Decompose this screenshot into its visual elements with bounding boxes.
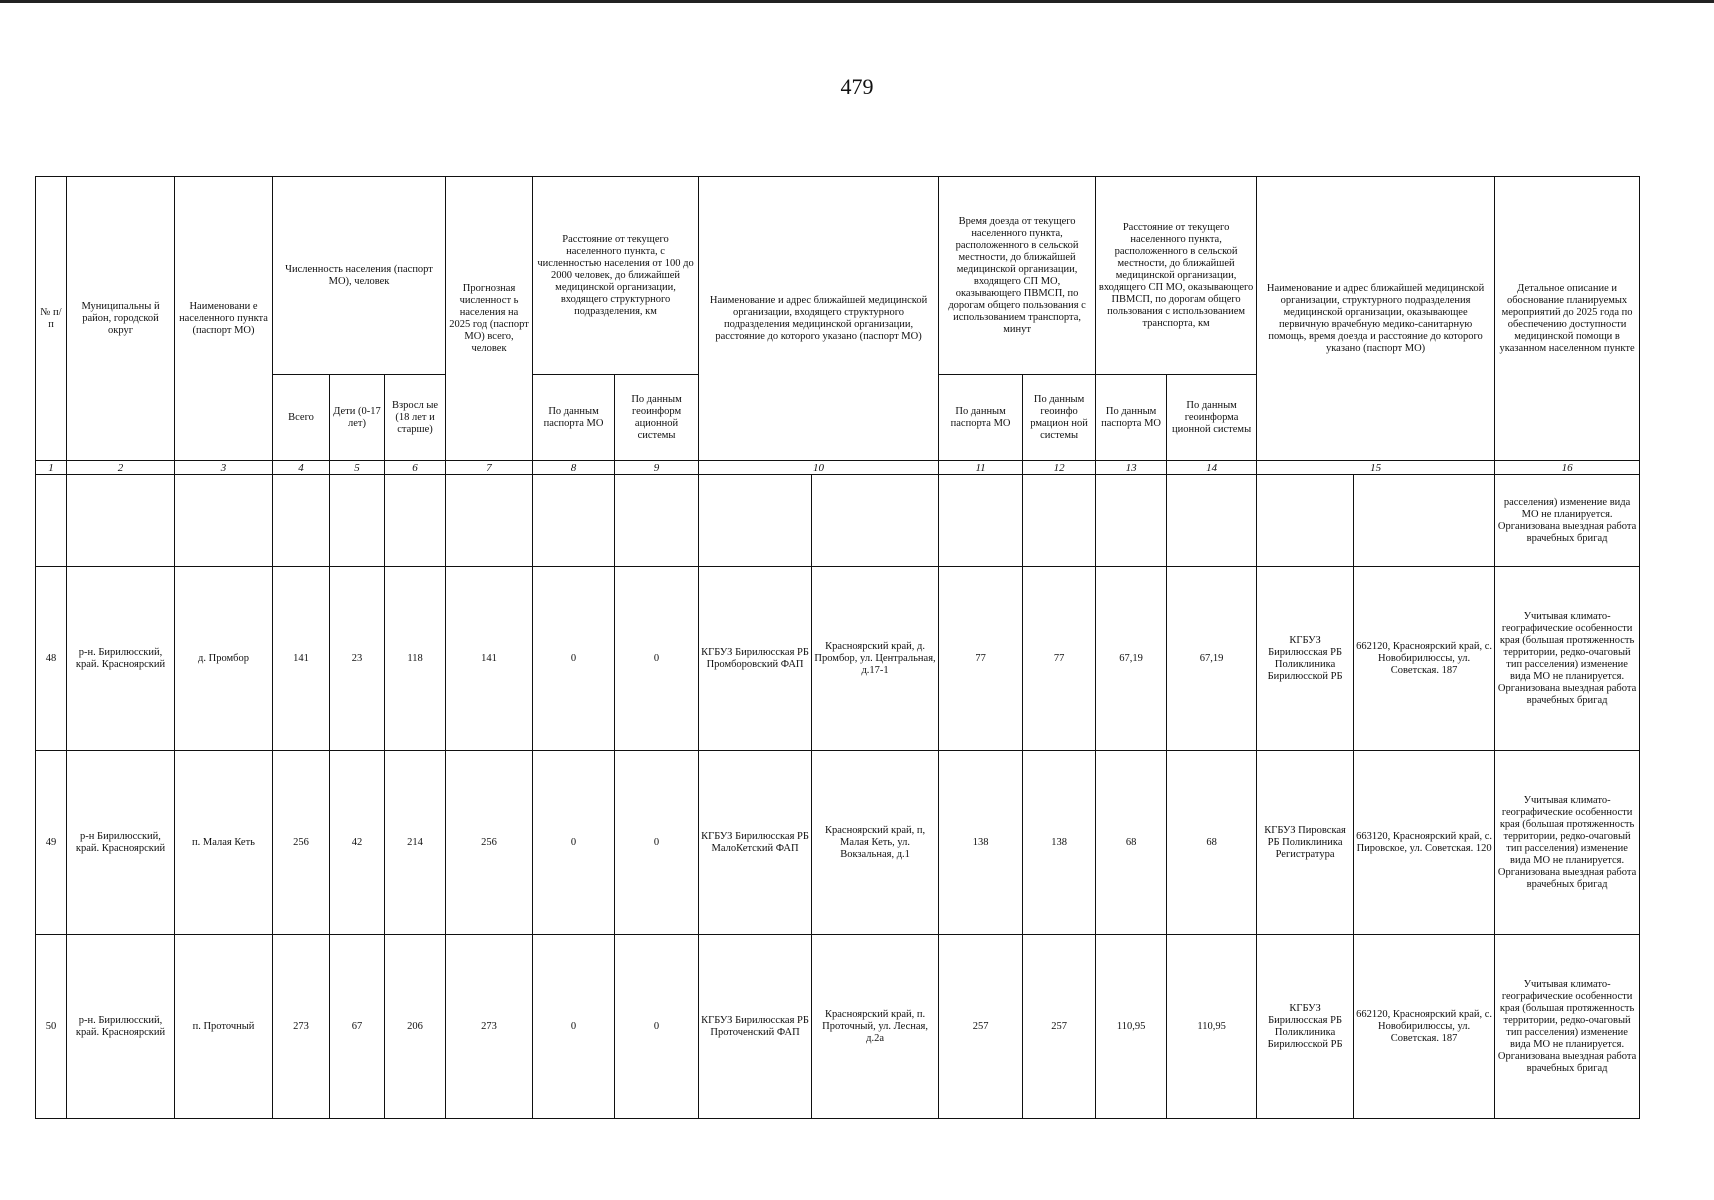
column-number: 13 — [1096, 461, 1167, 475]
distance-passport-cell: 0 — [533, 751, 615, 935]
header-distance-passport: По данным паспорта МО — [533, 375, 615, 461]
column-number: 7 — [446, 461, 533, 475]
children-cell: 23 — [330, 567, 385, 751]
column-number: 6 — [385, 461, 446, 475]
distance-gis-cell: 0 — [615, 567, 699, 751]
header-children: Дети (0-17 лет) — [330, 375, 385, 461]
children-cell: 67 — [330, 935, 385, 1119]
header-nearest-mo: Наименование и адрес ближайшей медицинской организации, входящего структурного подразделения медицинской организации, расстояние до которого указано (паспорт МО) — [699, 177, 939, 461]
header-forecast: Прогнозная численност ь населения на 2025 год (паспорт МО) всего, человек — [446, 177, 533, 461]
km-gis-cell: 68 — [1167, 751, 1257, 935]
row-number: 49 — [36, 751, 67, 935]
continuation-note: расселения) изменение вида МО не планируется. Организована выездная работа врачебных бригад — [1495, 475, 1640, 567]
pvmsp-address-cell: 662120, Красноярский край, с. Новобирилюссы, ул. Советская. 187 — [1354, 567, 1495, 751]
header-population-group: Численность населения (паспорт МО), человек — [273, 177, 446, 375]
time-gis-cell: 257 — [1023, 935, 1096, 1119]
mo-name-cell: КГБУЗ Бирилюсская РБ Промборовский ФАП — [699, 567, 812, 751]
column-number: 9 — [615, 461, 699, 475]
forecast-cell: 141 — [446, 567, 533, 751]
mo-name-cell: КГБУЗ Бирилюсская РБ МалоКетский ФАП — [699, 751, 812, 935]
time-gis-cell: 138 — [1023, 751, 1096, 935]
column-numbers-row — [36, 461, 1640, 475]
header-row-number: № п/ п — [36, 177, 67, 461]
header-adults: Взросл ые (18 лет и старше) — [385, 375, 446, 461]
km-passport-cell: 110,95 — [1096, 935, 1167, 1119]
column-number: 14 — [1167, 461, 1257, 475]
column-number: 8 — [533, 461, 615, 475]
table-row — [36, 935, 1640, 1119]
time-gis-cell: 77 — [1023, 567, 1096, 751]
header-km-passport: По данным паспорта МО — [1096, 375, 1167, 461]
km-gis-cell: 67,19 — [1167, 567, 1257, 751]
measures-note-cell: Учитывая климато-географические особенности края (большая протяженность территории, редко-очаговый тип расселения) изменение вида МО не планируется. Организована выездная работа врачебных бригад — [1495, 567, 1640, 751]
time-passport-cell: 257 — [939, 935, 1023, 1119]
header-nearest-pvmsp: Наименование и адрес ближайшей медицинской организации, структурного подразделения медицинской организации, оказывающее первичную врачебную медико-санитарную помощь, время доезда и расстояние до которого указано (паспорт МО) — [1257, 177, 1495, 461]
district-cell: р-н Бирилюсский, край. Красноярский — [67, 751, 175, 935]
settlement-cell: д. Промбор — [175, 567, 273, 751]
column-number: 10 — [699, 461, 939, 475]
district-cell: р-н. Бирилюсский, край. Красноярский — [67, 935, 175, 1119]
time-passport-cell: 77 — [939, 567, 1023, 751]
total-population-cell: 256 — [273, 751, 330, 935]
total-population-cell: 141 — [273, 567, 330, 751]
header-time-passport: По данным паспорта МО — [939, 375, 1023, 461]
header-time-gis: По данным геоинфо рмацион ной системы — [1023, 375, 1096, 461]
distance-gis-cell: 0 — [615, 935, 699, 1119]
table-row — [36, 751, 1640, 935]
pvmsp-name-cell: КГБУЗ Пировская РБ Поликлиника Регистратура — [1257, 751, 1354, 935]
measures-note-cell: Учитывая климато-географические особенности края (большая протяженность территории, редко-очаговый тип расселения) изменение вида МО не планируется. Организована выездная работа врачебных бригад — [1495, 935, 1640, 1119]
district-cell: р-н. Бирилюсский, край. Красноярский — [67, 567, 175, 751]
km-passport-cell: 67,19 — [1096, 567, 1167, 751]
row-number: 50 — [36, 935, 67, 1119]
settlement-cell: п. Проточный — [175, 935, 273, 1119]
column-number: 12 — [1023, 461, 1096, 475]
adults-cell: 214 — [385, 751, 446, 935]
distance-passport-cell: 0 — [533, 935, 615, 1119]
pvmsp-name-cell: КГБУЗ Бирилюсская РБ Поликлиника Бирилюсской РБ — [1257, 935, 1354, 1119]
column-number: 11 — [939, 461, 1023, 475]
mo-address-cell: Красноярский край, п. Проточный, ул. Лесная, д.2а — [812, 935, 939, 1119]
pvmsp-address-cell: 663120, Красноярский край, с. Пировское, ул. Советская. 120 — [1354, 751, 1495, 935]
header-distance-gis: По данным геоинформ ационной системы — [615, 375, 699, 461]
forecast-cell: 256 — [446, 751, 533, 935]
column-number: 2 — [67, 461, 175, 475]
mo-address-cell: Красноярский край, п, Малая Кеть, ул. Вокзальная, д.1 — [812, 751, 939, 935]
pvmsp-address-cell: 662120, Красноярский край, с. Новобирилюссы, ул. Советская. 187 — [1354, 935, 1495, 1119]
km-passport-cell: 68 — [1096, 751, 1167, 935]
distance-passport-cell: 0 — [533, 567, 615, 751]
forecast-cell: 273 — [446, 935, 533, 1119]
header-distance-mo-group: Расстояние от текущего населенного пункта, с численностью населения от 100 до 2000 человек, до ближайшей медицинской организации, входящего структурного подразделения, км — [533, 177, 699, 375]
header-district: Муниципальны й район, городской округ — [67, 177, 175, 461]
total-population-cell: 273 — [273, 935, 330, 1119]
adults-cell: 118 — [385, 567, 446, 751]
column-number: 16 — [1495, 461, 1640, 475]
header-travel-time-group: Время доезда от текущего населенного пункта, расположенного в сельской местности, до ближайшей медицинской организации, входящего СП МО, оказывающего ПВМСП, по дорогам общего пользования с использованием транспорта, минут — [939, 177, 1096, 375]
settlements-table — [35, 176, 1640, 1119]
column-number: 5 — [330, 461, 385, 475]
row-number: 48 — [36, 567, 67, 751]
continuation-row — [36, 475, 1640, 567]
column-number: 3 — [175, 461, 273, 475]
time-passport-cell: 138 — [939, 751, 1023, 935]
header-km-gis: По данным геоинформа ционной системы — [1167, 375, 1257, 461]
column-number: 1 — [36, 461, 67, 475]
top-border-line — [0, 0, 1714, 3]
mo-address-cell: Красноярский край, д. Промбор, ул. Центральная, д.17-1 — [812, 567, 939, 751]
settlement-cell: п. Малая Кеть — [175, 751, 273, 935]
km-gis-cell: 110,95 — [1167, 935, 1257, 1119]
column-number: 15 — [1257, 461, 1495, 475]
adults-cell: 206 — [385, 935, 446, 1119]
measures-note-cell: Учитывая климато-географические особенности края (большая протяженность территории, редко-очаговый тип расселения) изменение вида МО не планируется. Организована выездная работа врачебных бригад — [1495, 751, 1640, 935]
header-settlement: Наименовани е населенного пункта (паспорт МО) — [175, 177, 273, 461]
header-total: Всего — [273, 375, 330, 461]
column-number: 4 — [273, 461, 330, 475]
header-measures: Детальное описание и обоснование планируемых мероприятий до 2025 года по обеспечению доступности медицинской помощи в указанном населенном пункте — [1495, 177, 1640, 461]
page-number: 479 — [840, 74, 874, 99]
header-travel-distance-group: Расстояние от текущего населенного пункта, расположенного в сельской местности, до ближайшей медицинской организации, входящего СП МО, оказывающего ПВМСП, по дорогам общего пользования с использованием транспорта, км — [1096, 177, 1257, 375]
table-row — [36, 567, 1640, 751]
pvmsp-name-cell: КГБУЗ Бирилюсская РБ Поликлиника Бирилюсской РБ — [1257, 567, 1354, 751]
children-cell: 42 — [330, 751, 385, 935]
distance-gis-cell: 0 — [615, 751, 699, 935]
mo-name-cell: КГБУЗ Бирилюсская РБ Проточенский ФАП — [699, 935, 812, 1119]
